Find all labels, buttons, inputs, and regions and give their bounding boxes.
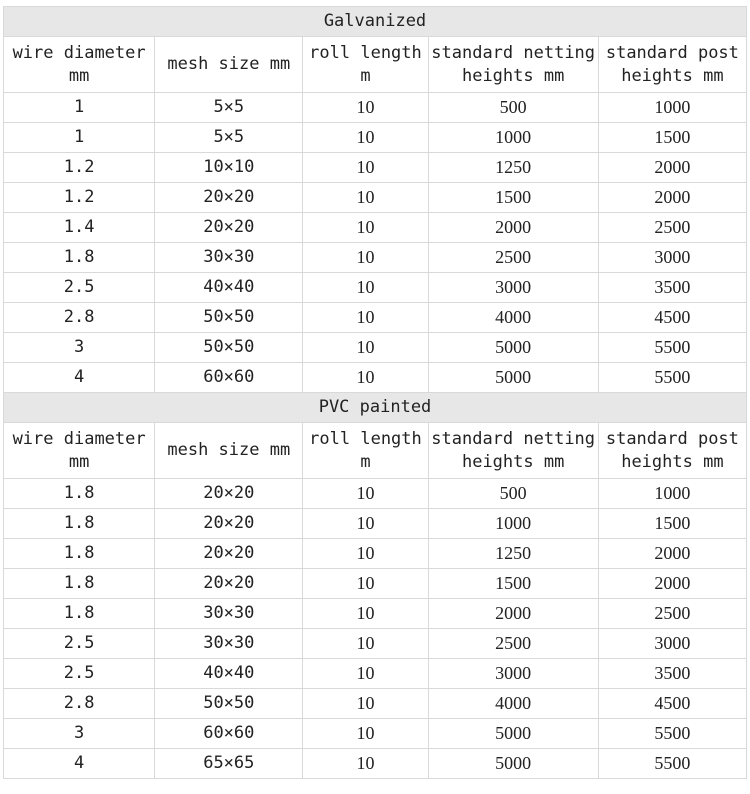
table-cell: 3 bbox=[4, 333, 155, 363]
table-cell: 3500 bbox=[598, 659, 746, 689]
table-cell: 1500 bbox=[428, 569, 598, 599]
table-cell: 1 bbox=[4, 93, 155, 123]
column-header: mesh size mm bbox=[155, 37, 303, 93]
table-cell: 5500 bbox=[598, 719, 746, 749]
table-cell: 65×65 bbox=[155, 749, 303, 779]
table-cell: 10 bbox=[303, 183, 428, 213]
section-title: PVC painted bbox=[4, 393, 747, 423]
table-cell: 3000 bbox=[598, 243, 746, 273]
table-cell: 1 bbox=[4, 123, 155, 153]
table-cell: 3000 bbox=[428, 659, 598, 689]
table-cell: 1.8 bbox=[4, 479, 155, 509]
table-cell: 1000 bbox=[428, 509, 598, 539]
table-cell: 2.8 bbox=[4, 303, 155, 333]
table-row bbox=[4, 479, 747, 509]
table-cell: 5000 bbox=[428, 719, 598, 749]
table-cell: 3000 bbox=[598, 629, 746, 659]
column-header: wire diameter mm bbox=[4, 37, 155, 93]
column-header: wire diameter mm bbox=[4, 423, 155, 479]
table-cell: 50×50 bbox=[155, 689, 303, 719]
table-cell: 50×50 bbox=[155, 333, 303, 363]
table-cell: 1000 bbox=[598, 93, 746, 123]
table-cell: 30×30 bbox=[155, 629, 303, 659]
table-cell: 60×60 bbox=[155, 363, 303, 393]
column-header: standard netting heights mm bbox=[428, 37, 598, 93]
table-cell: 10 bbox=[303, 243, 428, 273]
table-cell: 2500 bbox=[428, 243, 598, 273]
table-cell: 4500 bbox=[598, 689, 746, 719]
column-header: standard post heights mm bbox=[598, 37, 746, 93]
table-cell: 2.5 bbox=[4, 629, 155, 659]
table-cell: 2000 bbox=[428, 213, 598, 243]
table-cell: 5500 bbox=[598, 363, 746, 393]
table-row bbox=[4, 659, 747, 689]
table-cell: 20×20 bbox=[155, 213, 303, 243]
table-cell: 1250 bbox=[428, 153, 598, 183]
table-cell: 5×5 bbox=[155, 93, 303, 123]
table-cell: 500 bbox=[428, 93, 598, 123]
table-cell: 2000 bbox=[598, 153, 746, 183]
table-cell: 5×5 bbox=[155, 123, 303, 153]
table-cell: 10 bbox=[303, 363, 428, 393]
spec-table-container bbox=[3, 6, 747, 779]
table-row bbox=[4, 599, 747, 629]
column-header: standard post heights mm bbox=[598, 423, 746, 479]
wire-mesh-spec-table bbox=[3, 6, 747, 779]
column-header: roll length m bbox=[303, 37, 428, 93]
table-cell: 20×20 bbox=[155, 539, 303, 569]
table-row bbox=[4, 629, 747, 659]
table-cell: 10 bbox=[303, 629, 428, 659]
table-row bbox=[4, 273, 747, 303]
table-cell: 1500 bbox=[598, 509, 746, 539]
table-row bbox=[4, 719, 747, 749]
table-cell: 1000 bbox=[598, 479, 746, 509]
table-row bbox=[4, 123, 747, 153]
table-cell: 1.4 bbox=[4, 213, 155, 243]
table-cell: 1.8 bbox=[4, 599, 155, 629]
column-header: roll length m bbox=[303, 423, 428, 479]
table-row bbox=[4, 333, 747, 363]
section-title: Galvanized bbox=[4, 7, 747, 37]
table-cell: 5500 bbox=[598, 333, 746, 363]
table-cell: 3500 bbox=[598, 273, 746, 303]
table-cell: 2.5 bbox=[4, 659, 155, 689]
table-cell: 5000 bbox=[428, 749, 598, 779]
table-row bbox=[4, 749, 747, 779]
table-cell: 1.2 bbox=[4, 153, 155, 183]
table-cell: 1.2 bbox=[4, 183, 155, 213]
table-row bbox=[4, 303, 747, 333]
table-cell: 1500 bbox=[428, 183, 598, 213]
table-cell: 2500 bbox=[428, 629, 598, 659]
table-row bbox=[4, 153, 747, 183]
table-cell: 10 bbox=[303, 749, 428, 779]
table-cell: 40×40 bbox=[155, 659, 303, 689]
table-cell: 1000 bbox=[428, 123, 598, 153]
table-cell: 10 bbox=[303, 509, 428, 539]
table-cell: 1.8 bbox=[4, 569, 155, 599]
table-cell: 30×30 bbox=[155, 243, 303, 273]
table-cell: 1.8 bbox=[4, 539, 155, 569]
table-row bbox=[4, 243, 747, 273]
table-cell: 60×60 bbox=[155, 719, 303, 749]
table-cell: 2500 bbox=[598, 599, 746, 629]
column-header-row bbox=[4, 423, 747, 479]
table-cell: 10 bbox=[303, 93, 428, 123]
table-cell: 4000 bbox=[428, 689, 598, 719]
table-cell: 40×40 bbox=[155, 273, 303, 303]
table-row bbox=[4, 689, 747, 719]
table-cell: 500 bbox=[428, 479, 598, 509]
table-cell: 10 bbox=[303, 303, 428, 333]
table-cell: 2000 bbox=[598, 569, 746, 599]
table-row bbox=[4, 213, 747, 243]
table-cell: 50×50 bbox=[155, 303, 303, 333]
column-header: standard netting heights mm bbox=[428, 423, 598, 479]
table-cell: 2000 bbox=[428, 599, 598, 629]
table-cell: 20×20 bbox=[155, 479, 303, 509]
table-cell: 10 bbox=[303, 689, 428, 719]
table-cell: 10×10 bbox=[155, 153, 303, 183]
table-cell: 2000 bbox=[598, 539, 746, 569]
table-cell: 20×20 bbox=[155, 509, 303, 539]
table-cell: 20×20 bbox=[155, 183, 303, 213]
table-cell: 1500 bbox=[598, 123, 746, 153]
table-cell: 10 bbox=[303, 539, 428, 569]
table-cell: 2500 bbox=[598, 213, 746, 243]
table-cell: 4000 bbox=[428, 303, 598, 333]
table-cell: 1.8 bbox=[4, 509, 155, 539]
table-cell: 1.8 bbox=[4, 243, 155, 273]
table-cell: 1250 bbox=[428, 539, 598, 569]
table-row bbox=[4, 569, 747, 599]
table-cell: 10 bbox=[303, 213, 428, 243]
column-header-row bbox=[4, 37, 747, 93]
table-cell: 2.8 bbox=[4, 689, 155, 719]
table-cell: 10 bbox=[303, 123, 428, 153]
section-header-row bbox=[4, 393, 747, 423]
table-cell: 30×30 bbox=[155, 599, 303, 629]
table-row bbox=[4, 509, 747, 539]
table-cell: 2000 bbox=[598, 183, 746, 213]
table-cell: 5000 bbox=[428, 363, 598, 393]
table-cell: 3 bbox=[4, 719, 155, 749]
table-cell: 10 bbox=[303, 153, 428, 183]
table-cell: 10 bbox=[303, 479, 428, 509]
table-cell: 5500 bbox=[598, 749, 746, 779]
table-row bbox=[4, 183, 747, 213]
table-cell: 20×20 bbox=[155, 569, 303, 599]
column-header: mesh size mm bbox=[155, 423, 303, 479]
table-cell: 10 bbox=[303, 719, 428, 749]
table-row bbox=[4, 539, 747, 569]
table-cell: 4 bbox=[4, 363, 155, 393]
table-cell: 4 bbox=[4, 749, 155, 779]
table-cell: 3000 bbox=[428, 273, 598, 303]
table-cell: 5000 bbox=[428, 333, 598, 363]
table-cell: 10 bbox=[303, 333, 428, 363]
table-cell: 10 bbox=[303, 273, 428, 303]
table-row bbox=[4, 363, 747, 393]
table-row bbox=[4, 93, 747, 123]
table-cell: 4500 bbox=[598, 303, 746, 333]
table-cell: 2.5 bbox=[4, 273, 155, 303]
table-cell: 10 bbox=[303, 599, 428, 629]
table-cell: 10 bbox=[303, 569, 428, 599]
section-header-row bbox=[4, 7, 747, 37]
table-cell: 10 bbox=[303, 659, 428, 689]
